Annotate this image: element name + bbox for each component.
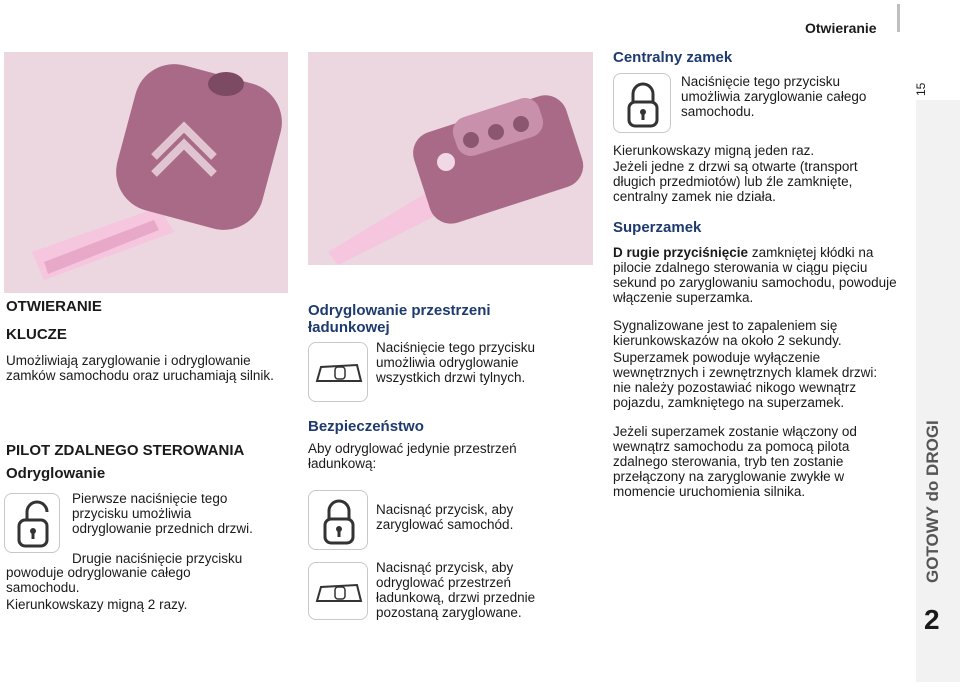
super-p4: Jeżeli superzamek zostanie włączony od wewnątrz samochodu za pomocą pilota zdalnego sterowania, tryb ten zostanie przełączony na zaryglowanie zwykłe w momencie uruchomienia silnika. — [613, 424, 857, 499]
super-p1 — [613, 245, 898, 305]
second-press-text-a: Drugie naciśnięcie przycisku — [72, 551, 243, 566]
section-title: Otwieranie — [805, 20, 877, 36]
central-p2: Jeżeli jedne z drzwi są otwarte (transport długich przedmiotów) lub źle zamknięte, centralny zamek nie działa. — [613, 159, 858, 204]
central-p1: Kierunkowskazy migną jeden raz. — [613, 143, 815, 158]
indicators-text: Kierunkowskazy migną 2 razy. — [6, 597, 188, 612]
step2-text: Nacisnąć przycisk, aby odryglować przestrzeń ładunkową, drzwi przednie pozostaną zaryglowane. — [376, 560, 536, 620]
padlock-open-icon — [5, 494, 61, 554]
van-unlock-icon — [309, 563, 369, 621]
section-heading: OTWIERANIE — [6, 298, 102, 315]
superlock-heading: Superzamek — [613, 219, 702, 236]
remote-heading: PILOT ZDALNEGO STEROWANIA — [6, 442, 245, 459]
unlock-heading: Odryglowanie — [6, 465, 106, 482]
step1-text: Nacisnąć przycisk, aby zaryglować samochód. — [376, 502, 514, 532]
keys-text: Umożliwiają zaryglowanie i odryglowanie zamków samochodu oraz uruchamiają silnik. — [6, 353, 274, 383]
key-image — [4, 52, 288, 293]
safety-heading: Bezpieczeństwo — [308, 418, 424, 435]
super-p3: Superzamek powoduje wyłączenie wewnętrznych i zewnętrznych klamek drzwi: nie należy pozostawiać nikogo wewnątrz pojazdu, zamkniętego na superzamek. — [613, 350, 878, 410]
central-lock-text: Naciśnięcie tego przycisku umożliwia zaryglowanie całego samochodu. — [681, 74, 867, 119]
central-lock-heading: Centralny zamek — [613, 49, 733, 66]
padlock-closed-icon-box — [308, 490, 368, 550]
central-padlock-icon-box — [613, 73, 671, 133]
van-icon-box-1 — [308, 342, 368, 402]
subsection-heading: KLUCZE — [6, 326, 67, 343]
chapter-title: GOTOWY do DROGI — [923, 420, 942, 583]
padlock-closed-icon — [614, 74, 672, 134]
van-unlock-icon — [309, 343, 369, 403]
cargo-heading: Odryglowanie przestrzeni ładunkowej — [308, 302, 491, 336]
safety-text: Aby odryglować jedynie przestrzeń ładunkową: — [308, 441, 517, 471]
padlock-closed-icon — [309, 491, 369, 551]
padlock-open-icon-box — [4, 493, 60, 553]
chapter-sidebar — [916, 100, 960, 682]
van-icon-box-2 — [308, 562, 368, 620]
first-press-text: Pierwsze naciśnięcie tego przycisku umożliwia odryglowanie przednich drzwi. — [72, 491, 253, 536]
cargo-text: Naciśnięcie tego przycisku umożliwia odryglowanie wszystkich drzwi tylnych. — [376, 340, 536, 385]
page-number: 15 — [914, 82, 928, 96]
second-press-text-b: powoduje odryglowanie całego samochodu. — [6, 565, 191, 595]
key-illustration — [4, 52, 288, 293]
header-rule — [897, 4, 900, 32]
super-p1-rest: zamkniętej kłódki na pilocie zdalnego sterowania w ciągu pięciu sekund po zaryglowaniu samochodu, powoduje włączenie superzamka. — [613, 245, 897, 305]
remote-illustration — [308, 52, 593, 265]
super-p2: Sygnalizowane jest to zapaleniem się kierunkowskazów na około 2 sekundy. — [613, 318, 842, 348]
remote-image — [308, 52, 593, 265]
chapter-number: 2 — [924, 604, 940, 635]
super-p1-bold: D rugie przyciśnięcie — [613, 245, 749, 260]
